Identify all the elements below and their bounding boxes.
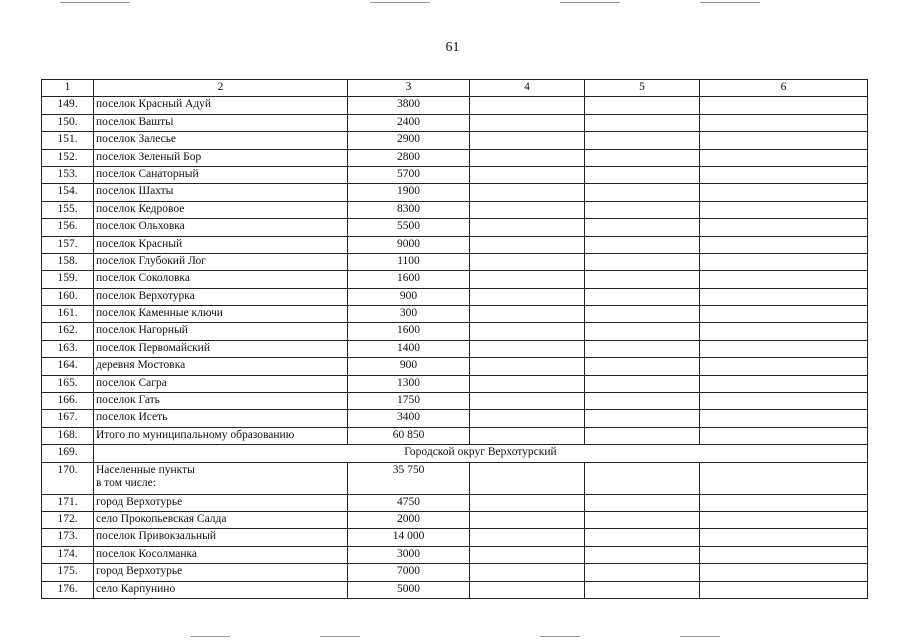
empty-cell xyxy=(585,236,700,253)
settlement-name: поселок Соколовка xyxy=(94,271,348,288)
table-row xyxy=(42,201,868,218)
settlement-value: 9000 xyxy=(348,236,470,253)
settlement-name: поселок Красный Адуй xyxy=(94,97,348,114)
empty-cell xyxy=(700,253,868,270)
settlement-name: город Верхотурье xyxy=(94,564,348,581)
table-row xyxy=(42,288,868,305)
empty-cell xyxy=(585,375,700,392)
empty-cell xyxy=(470,271,585,288)
empty-cell xyxy=(700,340,868,357)
settlement-name: поселок Глубокий Лог xyxy=(94,253,348,270)
table-row xyxy=(42,97,868,114)
empty-cell xyxy=(700,166,868,183)
empty-cell xyxy=(700,132,868,149)
empty-cell xyxy=(700,529,868,546)
settlement-name: поселок Ваштьі xyxy=(94,114,348,131)
table-row xyxy=(42,184,868,201)
settlement-name: поселок Шахты xyxy=(94,184,348,201)
empty-cell xyxy=(585,546,700,563)
row-number: 162. xyxy=(42,323,94,340)
settlement-value: 8300 xyxy=(348,201,470,218)
table-row xyxy=(42,410,868,427)
empty-cell xyxy=(470,546,585,563)
settlement-value: 5500 xyxy=(348,219,470,236)
settlement-value: 2400 xyxy=(348,114,470,131)
empty-cell xyxy=(470,323,585,340)
empty-cell xyxy=(700,511,868,528)
row-number: 151. xyxy=(42,132,94,149)
table-row xyxy=(42,393,868,410)
table-row xyxy=(42,340,868,357)
row-number: 167. xyxy=(42,410,94,427)
settlement-name: поселок Первомайский xyxy=(94,340,348,357)
row-number: 175. xyxy=(42,564,94,581)
empty-cell xyxy=(585,393,700,410)
table-row xyxy=(42,546,868,563)
empty-cell xyxy=(585,494,700,511)
row-number: 168. xyxy=(42,427,94,444)
empty-cell xyxy=(585,581,700,598)
header-col-6: 6 xyxy=(700,80,868,97)
empty-cell xyxy=(585,114,700,131)
empty-cell xyxy=(700,271,868,288)
settlement-value: 3400 xyxy=(348,410,470,427)
settlement-value: 14 000 xyxy=(348,529,470,546)
empty-cell xyxy=(585,271,700,288)
empty-cell xyxy=(585,166,700,183)
empty-cell xyxy=(470,114,585,131)
empty-cell xyxy=(700,236,868,253)
settlement-name: город Верхотурье xyxy=(94,494,348,511)
page-number: 61 xyxy=(445,40,460,55)
populated-points-value: 35 750 xyxy=(348,462,470,494)
row-number: 174. xyxy=(42,546,94,563)
empty-cell xyxy=(470,219,585,236)
empty-cell xyxy=(470,166,585,183)
settlement-name: село Карпунино xyxy=(94,581,348,598)
settlement-name: поселок Ольховка xyxy=(94,219,348,236)
empty-cell xyxy=(585,427,700,444)
empty-cell xyxy=(585,219,700,236)
row-number: 170. xyxy=(42,462,94,494)
row-number: 154. xyxy=(42,184,94,201)
empty-cell xyxy=(470,184,585,201)
row-number: 166. xyxy=(42,393,94,410)
scan-edge-top-4 xyxy=(700,2,760,3)
settlement-name: поселок Залесье xyxy=(94,132,348,149)
table-row xyxy=(42,494,868,511)
row-number: 164. xyxy=(42,358,94,375)
empty-cell xyxy=(700,410,868,427)
settlement-value: 3000 xyxy=(348,546,470,563)
settlement-name: поселок Нагорный xyxy=(94,323,348,340)
empty-cell xyxy=(470,564,585,581)
empty-cell xyxy=(700,288,868,305)
empty-cell xyxy=(470,358,585,375)
scan-edge-top-3 xyxy=(560,2,620,3)
empty-cell xyxy=(700,427,868,444)
empty-cell xyxy=(470,375,585,392)
empty-cell xyxy=(700,114,868,131)
empty-cell xyxy=(470,427,585,444)
table-row xyxy=(42,511,868,528)
row-number: 171. xyxy=(42,494,94,511)
table-row xyxy=(42,166,868,183)
settlement-value: 2000 xyxy=(348,511,470,528)
empty-cell xyxy=(585,323,700,340)
settlement-value: 3800 xyxy=(348,97,470,114)
empty-cell xyxy=(700,323,868,340)
settlement-value: 5700 xyxy=(348,166,470,183)
row-number: 172. xyxy=(42,511,94,528)
empty-cell xyxy=(585,410,700,427)
empty-cell xyxy=(585,358,700,375)
scan-edge-bottom-1 xyxy=(190,636,230,637)
empty-cell xyxy=(585,564,700,581)
empty-cell xyxy=(470,97,585,114)
scan-edge-bottom-2 xyxy=(320,636,360,637)
header-col-3: 3 xyxy=(348,80,470,97)
settlement-value: 1600 xyxy=(348,323,470,340)
settlement-value: 4750 xyxy=(348,494,470,511)
populated-points-row xyxy=(42,462,868,494)
table-row xyxy=(42,529,868,546)
table-row xyxy=(42,306,868,323)
settlement-value: 900 xyxy=(348,288,470,305)
settlement-value: 5000 xyxy=(348,581,470,598)
row-number: 173. xyxy=(42,529,94,546)
empty-cell xyxy=(470,149,585,166)
settlement-name: поселок Санаторный xyxy=(94,166,348,183)
empty-cell xyxy=(470,529,585,546)
table-row xyxy=(42,114,868,131)
settlement-name: поселок Привокзальный xyxy=(94,529,348,546)
empty-cell xyxy=(585,306,700,323)
settlement-value: 1600 xyxy=(348,271,470,288)
empty-cell xyxy=(700,201,868,218)
settlement-value: 1300 xyxy=(348,375,470,392)
row-number: 161. xyxy=(42,306,94,323)
row-number: 156. xyxy=(42,219,94,236)
populated-points-line2: в том числе: xyxy=(96,476,156,489)
header-col-5: 5 xyxy=(585,80,700,97)
row-number: 152. xyxy=(42,149,94,166)
table-body-upper xyxy=(42,97,868,445)
row-number: 176. xyxy=(42,581,94,598)
empty-cell xyxy=(700,494,868,511)
empty-cell xyxy=(700,149,868,166)
table-row xyxy=(42,564,868,581)
empty-cell xyxy=(470,253,585,270)
settlement-value: 2800 xyxy=(348,149,470,166)
empty-cell xyxy=(470,581,585,598)
empty-cell xyxy=(470,494,585,511)
empty-cell xyxy=(585,149,700,166)
table-row xyxy=(42,149,868,166)
settlement-value: 900 xyxy=(348,358,470,375)
settlement-value: 1750 xyxy=(348,393,470,410)
empty-cell xyxy=(585,184,700,201)
empty-cell xyxy=(700,546,868,563)
settlement-name: поселок Гать xyxy=(94,393,348,410)
empty-cell xyxy=(700,306,868,323)
settlement-value: 1900 xyxy=(348,184,470,201)
settlement-value: 2900 xyxy=(348,132,470,149)
table-row xyxy=(42,358,868,375)
table-header-row xyxy=(42,80,868,97)
empty-cell xyxy=(700,462,868,494)
settlement-name: поселок Кедровое xyxy=(94,201,348,218)
empty-cell xyxy=(585,462,700,494)
settlement-value: 300 xyxy=(348,306,470,323)
empty-cell xyxy=(470,236,585,253)
table-row xyxy=(42,375,868,392)
table-row xyxy=(42,271,868,288)
empty-cell xyxy=(470,393,585,410)
empty-cell xyxy=(470,340,585,357)
settlement-name: Итого по муниципальному образованию xyxy=(94,427,348,444)
settlement-name: поселок Красный xyxy=(94,236,348,253)
empty-cell xyxy=(585,340,700,357)
settlement-name: поселок Косолманка xyxy=(94,546,348,563)
table-row xyxy=(42,427,868,444)
settlements-table xyxy=(41,79,868,599)
settlement-name: поселок Исеть xyxy=(94,410,348,427)
empty-cell xyxy=(700,375,868,392)
table-body-lower xyxy=(42,494,868,598)
table-body-section xyxy=(42,445,868,494)
empty-cell xyxy=(700,564,868,581)
header-col-4: 4 xyxy=(470,80,585,97)
populated-points-line1: Населенные пункты xyxy=(96,463,195,476)
empty-cell xyxy=(700,358,868,375)
empty-cell xyxy=(585,288,700,305)
scan-edge-top-2 xyxy=(370,2,430,3)
table-row xyxy=(42,253,868,270)
empty-cell xyxy=(585,132,700,149)
empty-cell xyxy=(700,581,868,598)
row-number: 160. xyxy=(42,288,94,305)
empty-cell xyxy=(585,253,700,270)
empty-cell xyxy=(585,97,700,114)
settlement-name: поселок Сагра xyxy=(94,375,348,392)
settlement-name: поселок Зеленый Бор xyxy=(94,149,348,166)
table-row xyxy=(42,581,868,598)
table-row xyxy=(42,219,868,236)
table-row xyxy=(42,323,868,340)
table-row xyxy=(42,236,868,253)
row-number: 153. xyxy=(42,166,94,183)
settlement-name: деревня Мостовка xyxy=(94,358,348,375)
empty-cell xyxy=(470,410,585,427)
empty-cell xyxy=(585,511,700,528)
header-col-1: 1 xyxy=(42,80,94,97)
settlement-value: 1400 xyxy=(348,340,470,357)
table-row xyxy=(42,132,868,149)
section-row xyxy=(42,445,868,462)
empty-cell xyxy=(700,184,868,201)
row-number: 149. xyxy=(42,97,94,114)
empty-cell xyxy=(700,97,868,114)
empty-cell xyxy=(585,529,700,546)
populated-points-label xyxy=(94,462,348,494)
settlement-name: поселок Верхотурка xyxy=(94,288,348,305)
header-col-2: 2 xyxy=(94,80,348,97)
row-number: 169. xyxy=(42,445,94,462)
settlement-name: село Прокопьевская Салда xyxy=(94,511,348,528)
empty-cell xyxy=(700,393,868,410)
scan-edge-top-1 xyxy=(60,2,130,3)
empty-cell xyxy=(470,306,585,323)
row-number: 163. xyxy=(42,340,94,357)
scan-edge-bottom-3 xyxy=(540,636,580,637)
empty-cell xyxy=(585,201,700,218)
settlement-name: поселок Каменные ключи xyxy=(94,306,348,323)
empty-cell xyxy=(700,219,868,236)
settlement-value: 1100 xyxy=(348,253,470,270)
row-number: 159. xyxy=(42,271,94,288)
scan-edge-bottom-4 xyxy=(680,636,720,637)
section-title: Городской округ Верхотурский xyxy=(94,445,868,462)
settlement-value: 60 850 xyxy=(348,427,470,444)
row-number: 158. xyxy=(42,253,94,270)
empty-cell xyxy=(470,511,585,528)
settlement-value: 7000 xyxy=(348,564,470,581)
empty-cell xyxy=(470,288,585,305)
row-number: 165. xyxy=(42,375,94,392)
empty-cell xyxy=(470,201,585,218)
empty-cell xyxy=(470,132,585,149)
row-number: 157. xyxy=(42,236,94,253)
row-number: 155. xyxy=(42,201,94,218)
empty-cell xyxy=(470,462,585,494)
row-number: 150. xyxy=(42,114,94,131)
